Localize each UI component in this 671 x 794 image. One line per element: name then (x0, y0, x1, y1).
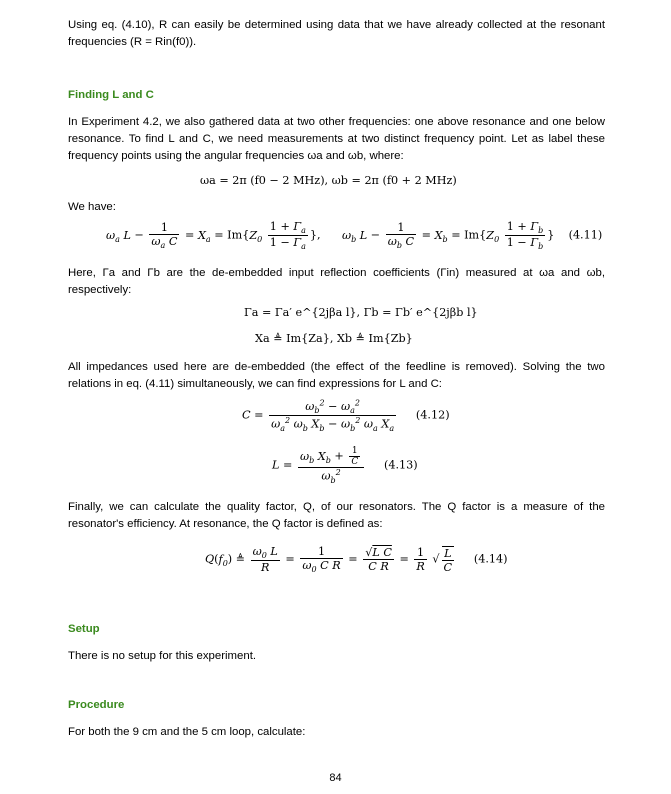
intro-text: Using eq. (4.10), R can easily be determined using data that we have already collected at the resonant frequencies (R = Rin(f0)). (68, 19, 605, 48)
eq-4-11-number: (4.11) (568, 228, 603, 242)
page-number: 84 (329, 772, 342, 784)
equation-4-11: $\omega_a$ L − $\frac{1}{\omega_a C}$ = $X_a = Im\{Z_0$ $\frac{1 + \Gamma_a}{1 - \Gamma_a}$ }, $\omega_b$ L − $\frac{1}{\omega_b C}$ = $X_b = Im\{Z_0$ $\frac{1 + \Gamma_b}{1 - \Gamma_b}$ } (4.11) (106, 220, 603, 252)
quality-factor-paragraph: Finally, we can calculate the quality factor, Q, of our resonators. The Q factor is a measure of the resonator's efficiency. At resonance, the Q factor is defined as: (68, 501, 605, 530)
frequency-paragraph: In Experiment 4.2, we also gathered data at two other frequencies: one above resonance and one below resonance. To find L and C, we need measurements at two distinct frequency point. Let as label these frequency points using the angular frequencies ωa and ωb, where: (68, 116, 605, 162)
procedure-text: For both the 9 cm and the 5 cm loop, calculate: (68, 726, 306, 738)
eq-4-14-number: (4.14) (473, 552, 508, 566)
heading-finding-l-c: Finding L and C (68, 89, 154, 101)
reflection-paragraph: Here, Γa and Γb are the de-embedded input reflection coefficients (Γin) measured at ωa and ωb, respectively: (68, 267, 605, 296)
we-have-label: We have: (68, 201, 116, 213)
equation-4-12: C = $\frac{\omega_b^2 - \omega_a^2}{\omega_a^2 \omega_b X_b - \omega_b^2 \omega_a X_a}$ (4.12) (242, 398, 450, 433)
equation-4-14: $Q(f_0)$ ≜ $\frac{\omega_0 L}{R}$ = $\frac{1}{\omega_0 C R}$ = $\frac{\text{√L C}}{\text{C R}}$ = $\frac{1}{R}$ √ $\frac{L}{C}$ (4.14) (205, 545, 508, 575)
setup-text: There is no setup for this experiment. (68, 650, 257, 662)
eq-4-13-number: (4.13) (384, 458, 418, 472)
deembedded-paragraph: All impedances used here are de-embedded (the effect of the feedline is removed). Solving the two relations in eq. (4.11) simultaneously, we can find expressions for L and C: (68, 361, 605, 390)
equation-4-13: L = $\omega_b$ $X_b$ + $\frac{1}{C}$ $\omega_b^2$ (4.13) (272, 446, 418, 485)
reactance-equation: Xa ≜ Im{Za}, Xb ≜ Im{Zb} (255, 332, 413, 345)
eq-4-12-number: (4.12) (415, 408, 450, 422)
frequency-equation: ωa = 2π (f0 − 2 MHz), ωb = 2π (f0 + 2 MHz) (200, 174, 457, 187)
heading-procedure: Procedure (68, 699, 125, 711)
gamma-equation: Γa = Γa′ e^{2jβa l}, Γb = Γb′ e^{2jβb l} (244, 306, 478, 319)
intro-paragraph (68, 17, 605, 51)
heading-setup: Setup (68, 623, 100, 635)
